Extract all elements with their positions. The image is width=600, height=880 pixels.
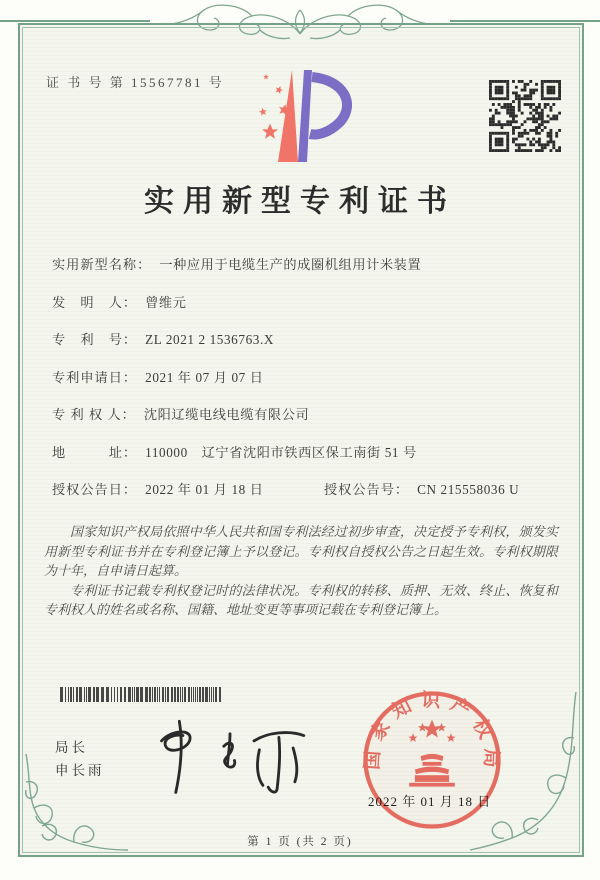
field-value: 一种应用于电缆生产的成圈机组用计米装置 (159, 257, 422, 272)
seal-date: 2022 年 01 月 18 日 (368, 794, 492, 809)
field-row-patentee (52, 404, 552, 426)
grant-number-value: CN 215558036 U (417, 482, 520, 497)
field-row-inventor (52, 292, 552, 314)
field-row-name (52, 254, 552, 276)
grant-number-label: 授权公告号： (324, 482, 410, 497)
field-value: 沈阳辽缆电线电缆有限公司 (143, 407, 310, 422)
cnipa-logo (248, 64, 353, 164)
top-edge-rule-right (450, 20, 600, 22)
barcode (60, 687, 222, 702)
field-row-patent-no (52, 329, 552, 351)
signer-block (55, 736, 105, 782)
field-value: ZL 2021 2 1536763.X (145, 332, 274, 347)
field-label: 专利申请日： (52, 369, 138, 385)
field-row-filing-date (52, 367, 552, 389)
qr-code (489, 80, 561, 152)
certificate-fields (52, 254, 552, 517)
body-paragraph-2: 专利证书记载专利权登记时的法律状况。专利权的转移、质押、无效、终止、恢复和专利权人的姓名或名称、国籍、地址变更等事项记载在专利登记簿上。 (44, 582, 558, 617)
logo-purple-stem (298, 70, 312, 162)
field-value: 2021 年 07 月 07 日 (145, 369, 264, 385)
top-edge-rule-left (0, 20, 150, 22)
logo-red-triangle (278, 70, 298, 162)
field-label: 发 明 人： (52, 294, 138, 310)
logo-purple-bowl (310, 77, 347, 135)
commissioner-signature (145, 716, 315, 796)
seal-arc-text: 国家知识产权局 (362, 690, 502, 777)
field-value: 110000 辽宁省沈阳市铁西区保工南街 51 号 (145, 444, 417, 460)
grant-date-value: 2022 年 01 月 18 日 (145, 482, 264, 497)
official-seal (356, 684, 508, 836)
signer-name: 申长雨 (55, 763, 105, 778)
certificate-number: 证 书 号 第 15567781 号 (46, 75, 225, 90)
field-label: 地 址： (52, 444, 138, 460)
signer-title: 局长 (55, 740, 88, 755)
certificate-title: 实用新型专利证书 (144, 185, 456, 218)
field-row-grant (52, 479, 552, 501)
legal-text (44, 522, 558, 620)
field-label: 实用新型名称： (52, 257, 152, 272)
field-value: 曾维元 (145, 294, 187, 310)
page-indicator: 第 1 页 (共 2 页) (247, 836, 353, 848)
body-paragraph-1: 国家知识产权局依照中华人民共和国专利法经过初步审查，决定授予专利权，颁发实用新型专利证书并在专利登记簿上予以登记。专利权自授权公告之日起生效。专利权期限为十年，自申请日起算。 (44, 524, 558, 578)
grant-date-label: 授权公告日： (52, 482, 138, 497)
grant-number-pair (324, 479, 519, 501)
field-label: 专 利 权 人： (52, 407, 136, 422)
field-label: 专 利 号： (52, 332, 138, 347)
field-row-address (52, 442, 552, 464)
